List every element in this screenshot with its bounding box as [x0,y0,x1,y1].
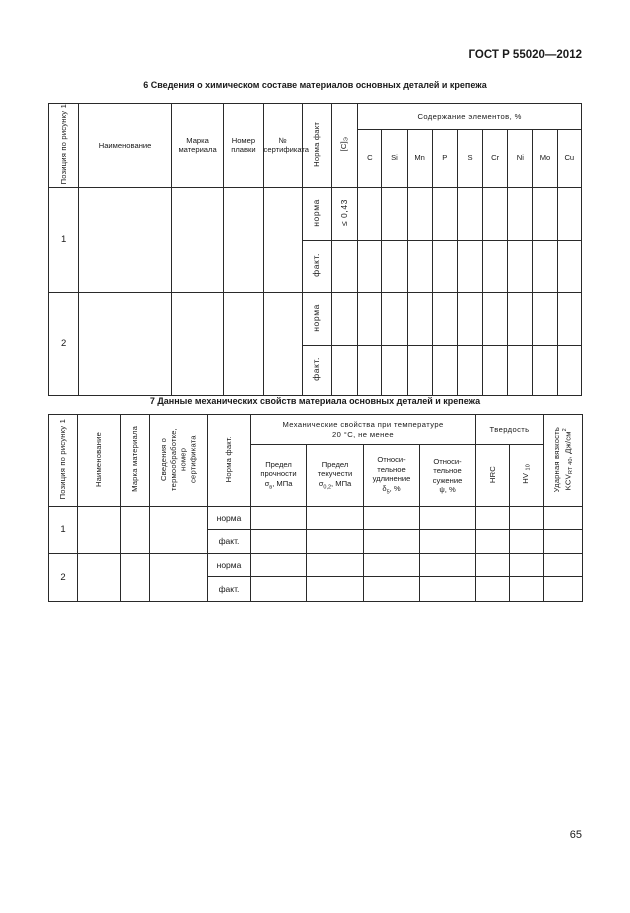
element-s: S [457,129,482,187]
cell-material [171,292,223,395]
fact-label: факт. [208,530,251,554]
row-position: 2 [49,554,78,602]
element-mn: Mn [407,129,432,187]
header-hrc: HRC [476,445,510,507]
table-row [49,187,582,240]
cell-name [79,292,172,395]
element-si: Si [382,129,407,187]
norm-label: норма [302,292,331,345]
element-cu: Cu [557,129,581,187]
table-row [49,507,583,530]
header-position: Позиция по рисунку 1 [49,104,79,188]
header-tensile-strength: Предел прочности $\sigma_в$, МПа [251,445,307,507]
cell-material [171,187,223,292]
chemical-composition-table [48,103,582,396]
element-p: P [432,129,457,187]
table7-title: 7 Данные механических свойств материала основных деталей и крепежа [149,396,481,406]
norm-label: норма [302,187,331,240]
page-number: 65 [569,829,582,841]
row-position: 2 [49,292,79,395]
cell-certificate [263,187,302,292]
header-composition: Содержание элементов, % [358,104,582,130]
norm-label: норма [208,554,251,577]
element-c: C [358,129,382,187]
table-row [49,554,583,577]
fact-label: факт. [208,577,251,602]
header-certificate: № сертификата [263,104,302,188]
cell-heat [224,292,263,395]
header-heat-number: Номер плавки [224,104,263,188]
table-row [49,292,582,345]
ceq-norm-value: ≤ 0,43 [332,187,358,240]
header-impact-strength: Ударная вязкость $KCV_{RT 40}$, $Дж/см^2$ [544,415,583,507]
norm-label: норма [208,507,251,530]
header-heat-treatment: Сведения о термообработке, номер сертификата [150,415,208,507]
header-yield-strength: Предел текучести $\sigma_{0,2}$, МПа [307,445,364,507]
header-mechanical-properties: Механические свойства при температуре 20 °С, не менее [251,415,476,445]
element-mo: Mo [533,129,557,187]
header-contraction: Относи- тельное сужение ψ, % [420,445,476,507]
document-code: ГОСТ Р 55020—2012 [468,49,582,61]
header-norm-fact: Норма факт. [208,415,251,507]
header-carbon-equivalent: $[C]_Э$ [332,104,358,188]
fact-label: факт. [302,240,331,292]
table6-title: 6 Сведения о химическом составе материалов основных деталей и крепежа [143,80,487,90]
row-position: 1 [49,507,78,554]
header-name: Наименование [79,104,172,188]
fact-label: факт. [302,345,331,395]
header-material-grade: Марка материала [171,104,223,188]
row-position: 1 [49,187,79,292]
cell-heat [224,187,263,292]
element-cr: Cr [483,129,508,187]
mechanical-properties-table [48,414,583,602]
element-ni: Ni [508,129,533,187]
header-material-grade: Марка материала [121,415,150,507]
header-norm-fact: Норма факт [302,104,331,188]
header-name: Наименование [78,415,121,507]
header-hv: HV $_{10}$ [510,445,544,507]
header-hardness: Твердость [476,415,544,445]
header-elongation: Относи- тельное удлинение $\delta_5$, % [364,445,420,507]
cell-certificate [263,292,302,395]
header-position: Позиция по рисунку 1 [49,415,78,507]
cell-name [79,187,172,292]
